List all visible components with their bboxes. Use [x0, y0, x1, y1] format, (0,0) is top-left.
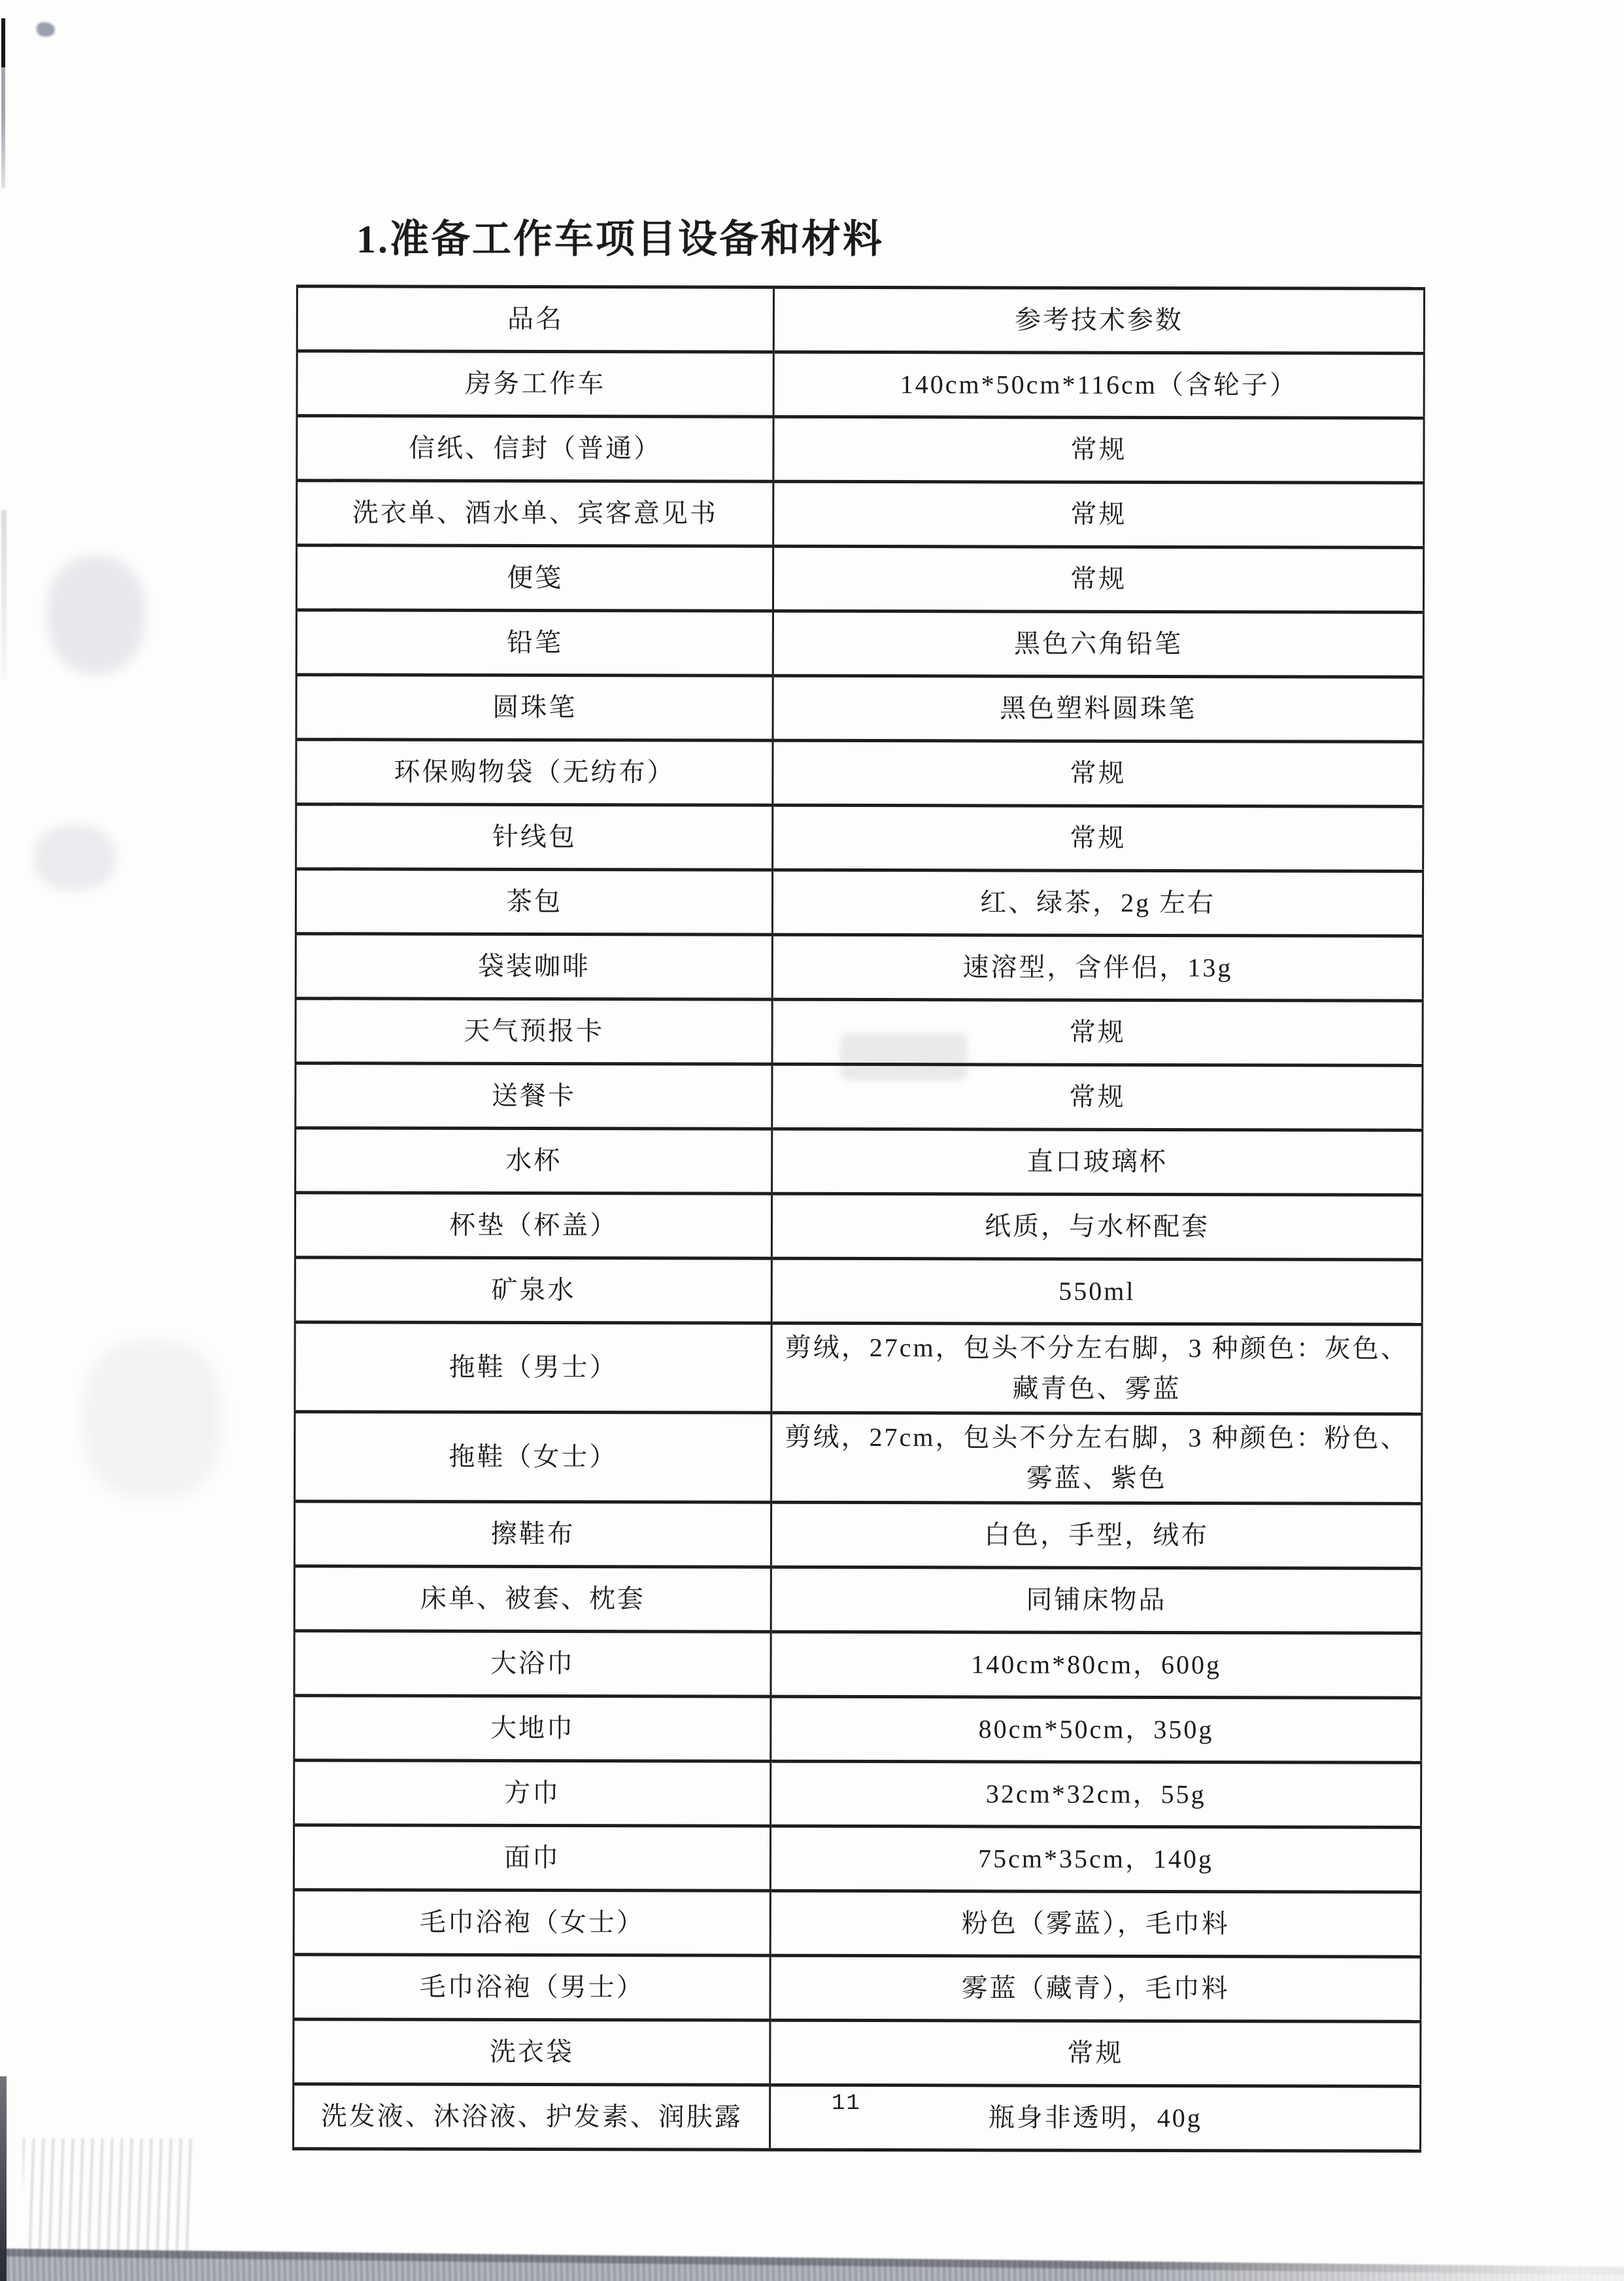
- table-row: [294, 1890, 1421, 1957]
- page-title: 1.准备工作车项目设备和材料: [356, 218, 884, 261]
- margin-smudge-artifact: [34, 825, 116, 891]
- item-spec-cell: 直口玻璃杯: [772, 1129, 1423, 1195]
- table-row: [294, 1825, 1421, 1893]
- item-name-cell: 洗发液、沐浴液、护发素、润肤露: [294, 2084, 770, 2150]
- item-spec-cell: 75cm*35cm，140g: [771, 1826, 1421, 1892]
- table-row: [295, 1322, 1422, 1415]
- table-row: [296, 740, 1423, 807]
- table-row: [296, 610, 1423, 677]
- table-row: [297, 481, 1424, 548]
- item-name-cell: 毛巾浴袍（男士）: [294, 1955, 770, 2021]
- item-name-cell: 房务工作车: [297, 351, 773, 417]
- table-row: [296, 999, 1423, 1066]
- item-name-cell: 拖鞋（男士）: [295, 1322, 772, 1413]
- item-spec-cell: 白色，手型，绒布: [771, 1502, 1422, 1568]
- table-row: [296, 934, 1423, 1001]
- table-row: [294, 1955, 1421, 2022]
- column-header-spec: 参考技术参数: [774, 287, 1425, 353]
- item-name-cell: 袋装咖啡: [296, 934, 772, 1000]
- item-spec-cell: 32cm*32cm，55g: [771, 1761, 1421, 1827]
- item-spec-cell: 常规: [773, 546, 1424, 612]
- item-spec-cell: 纸质，与水杯配套: [772, 1193, 1423, 1260]
- item-name-cell: 圆珠笔: [296, 675, 773, 741]
- margin-smudge-artifact: [84, 1341, 221, 1498]
- item-spec-cell: 粉色（雾蓝），毛巾料: [770, 1891, 1421, 1957]
- item-spec-cell: 常规: [773, 805, 1423, 871]
- table-row: [296, 1063, 1423, 1131]
- item-name-cell: 环保购物袋（无纺布）: [296, 740, 773, 806]
- table-row: [297, 351, 1424, 419]
- item-spec-cell: 550ml: [771, 1258, 1422, 1324]
- item-name-cell: 方巾: [294, 1760, 771, 1827]
- item-spec-cell: 雾蓝（藏青），毛巾料: [770, 1955, 1421, 2021]
- table-row: [294, 1501, 1421, 1569]
- table-body: [294, 351, 1425, 2152]
- margin-smudge-artifact: [47, 556, 145, 674]
- table-row: [296, 545, 1423, 613]
- item-spec-cell: 黑色塑料圆珠笔: [773, 676, 1423, 742]
- item-name-cell: 送餐卡: [296, 1063, 772, 1129]
- item-name-cell: 信纸、信封（普通）: [297, 416, 773, 482]
- item-spec-cell: 瓶身非透明，40g: [770, 2085, 1421, 2151]
- equipment-spec-table: [292, 284, 1425, 2153]
- item-spec-cell: 常规: [770, 2020, 1421, 2086]
- item-name-cell: 毛巾浴袍（女士）: [294, 1890, 770, 1956]
- scan-edge-artifact-bottom: [0, 2076, 7, 2281]
- item-name-cell: 天气预报卡: [296, 999, 772, 1065]
- table-row: [294, 2019, 1421, 2087]
- item-spec-cell: 常规: [773, 417, 1424, 483]
- table-header-row: [297, 286, 1424, 354]
- item-name-cell: 床单、被套、枕套: [294, 1566, 771, 1632]
- scan-shadow-band-artifact: [0, 2248, 1624, 2281]
- pen-mark-artifact: [37, 22, 55, 37]
- item-name-cell: 大地巾: [294, 1696, 771, 1762]
- table-row: [294, 1696, 1421, 1763]
- table-row: [296, 804, 1423, 872]
- table-row: [294, 1631, 1421, 1698]
- table-row: [294, 1760, 1421, 1828]
- item-spec-cell: 140cm*80cm，600g: [771, 1632, 1421, 1698]
- item-name-cell: 洗衣单、酒水单、宾客意见书: [297, 481, 773, 547]
- table-row: [296, 869, 1423, 936]
- item-name-cell: 茶包: [296, 869, 772, 935]
- table-row: [296, 1128, 1423, 1195]
- item-name-cell: 便笺: [296, 545, 773, 611]
- item-spec-cell: 80cm*50cm，350g: [771, 1696, 1421, 1762]
- item-spec-cell: 140cm*50cm*116cm（含轮子）: [773, 352, 1424, 418]
- item-name-cell: 矿泉水: [295, 1258, 771, 1324]
- item-name-cell: 杯垫（杯盖）: [295, 1193, 771, 1259]
- item-name-cell: 擦鞋布: [294, 1501, 771, 1568]
- item-name-cell: 水杯: [296, 1128, 772, 1194]
- item-spec-cell: 常规: [773, 740, 1423, 806]
- item-spec-cell: 速溶型，含伴侣，13g: [772, 935, 1423, 1001]
- table-row: [296, 675, 1423, 742]
- table-row: [297, 416, 1424, 483]
- scan-edge-artifact-top: [1, 18, 5, 188]
- item-spec-cell: 黑色六角铅笔: [773, 611, 1423, 677]
- item-name-cell: 针线包: [296, 804, 773, 870]
- table-row: [294, 1566, 1421, 1634]
- item-spec-cell: 常规: [772, 1064, 1423, 1130]
- item-spec-cell: 剪绒，27cm，包头不分左右脚，3 种颜色：粉色、雾蓝、紫色: [771, 1413, 1422, 1503]
- item-spec-cell: 常规: [772, 999, 1423, 1065]
- item-name-cell: 拖鞋（女士）: [295, 1412, 772, 1503]
- scan-streaks-artifact: [23, 2138, 193, 2259]
- scan-edge-artifact-mid: [1, 510, 7, 680]
- item-spec-cell: 同铺床物品: [771, 1567, 1421, 1633]
- item-spec-cell: 剪绒，27cm，包头不分左右脚，3 种颜色：灰色、藏青色、雾蓝: [771, 1323, 1422, 1414]
- item-spec-cell: 红、绿茶，2g 左右: [773, 870, 1423, 936]
- table-row: [295, 1258, 1422, 1325]
- table-row: [295, 1412, 1422, 1504]
- column-header-item-name: 品名: [297, 286, 773, 352]
- item-name-cell: 铅笔: [296, 610, 773, 676]
- item-spec-cell: 常规: [773, 481, 1424, 547]
- item-name-cell: 洗衣袋: [294, 2019, 770, 2085]
- table-row: [295, 1193, 1422, 1260]
- item-name-cell: 面巾: [294, 1825, 770, 1891]
- page-number: 11: [832, 2091, 861, 2116]
- item-name-cell: 大浴巾: [294, 1631, 771, 1697]
